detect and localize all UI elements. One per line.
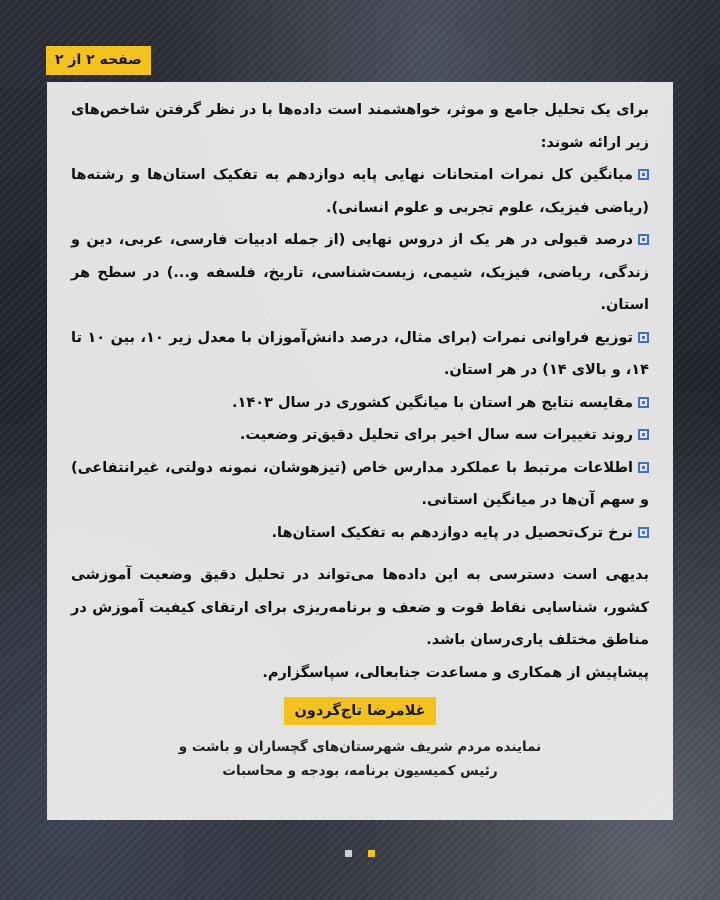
square-bullet-icon	[638, 332, 649, 343]
page-dot-inactive[interactable]	[345, 850, 352, 857]
list-item	[71, 419, 649, 452]
square-bullet-icon	[638, 527, 649, 538]
indicator-list	[71, 159, 649, 549]
intro-paragraph: برای یک تحلیل جامع و موثر، خواهشمند است داده‌ها با در نظر گرفتن شاخص‌های زیر ارائه شوند:	[71, 102, 649, 151]
list-item-text: روند تغییرات سه سال اخیر برای تحلیل دقیق‌تر وضعیت.	[239, 427, 633, 443]
list-item-text: میانگین کل نمرات امتحانات نهایی پایه دوازدهم به تفکیک استان‌ها و رشته‌ها (ریاضی فیزیک، علوم تجربی و علوم انسانی).	[71, 167, 649, 216]
page-dot-active[interactable]	[368, 850, 375, 857]
square-bullet-icon	[638, 234, 649, 245]
signature-block	[71, 697, 649, 783]
square-bullet-icon	[638, 169, 649, 180]
carousel-pager	[0, 850, 720, 857]
page-number-badge: صفحه ۲ از ۲	[46, 46, 151, 75]
signature-name: غلامرضا تاج‌گردون	[284, 697, 435, 725]
square-bullet-icon	[638, 429, 649, 440]
list-item	[71, 517, 649, 550]
list-item-text: نرخ ترک‌تحصیل در پایه دوازدهم به تفکیک استان‌ها.	[271, 524, 633, 541]
list-item-text: مقایسه نتایج هر استان با میانگین کشوری در سال ۱۴۰۳.	[231, 394, 633, 411]
list-item	[71, 387, 649, 420]
thanks-line: پیشاپیش از همکاری و مساعدت جنابعالی، سپاسگزارم.	[262, 664, 649, 681]
list-item-text: درصد قبولی در هر یک از دروس نهایی (از جمله ادبیات فارسی، عربی، دین و زندگی، ریاضی، فیزیک، شیمی، زیست‌شناسی، تاریخ، فلسفه و...) در سطح هر استان.	[71, 232, 649, 313]
list-item-text: توزیع فراوانی نمرات (برای مثال، درصد دانش‌آموزان با معدل زیر ۱۰، بین ۱۰ تا ۱۴، و بالای ۱۴) در هر استان.	[71, 329, 649, 378]
list-item	[71, 452, 649, 517]
list-item	[71, 322, 649, 387]
list-item	[71, 224, 649, 322]
signature-title-line: رئیس کمیسیون برنامه، بودجه و محاسبات	[222, 763, 498, 779]
signature-title-line: نماینده مردم شریف شهرستان‌های گچساران و باشت و	[178, 739, 542, 755]
letter-card	[47, 82, 673, 820]
square-bullet-icon	[638, 462, 649, 473]
list-item-text: اطلاعات مرتبط با عملکرد مدارس خاص (تیزهوشان، نمونه دولتی، غیرانتفاعی) و سهم آن‌ها در میانگین استانی.	[71, 459, 649, 508]
list-item	[71, 159, 649, 224]
square-bullet-icon	[638, 397, 649, 408]
closing-paragraph: بدیهی است دسترسی به این داده‌ها می‌تواند در تحلیل دقیق وضعیت آموزشی کشور، شناسایی نقاط قوت و ضعف و برنامه‌ریزی برای ارتقای کیفیت آموزش در مناطق مختلف یاری‌رسان باشد.	[71, 567, 649, 648]
